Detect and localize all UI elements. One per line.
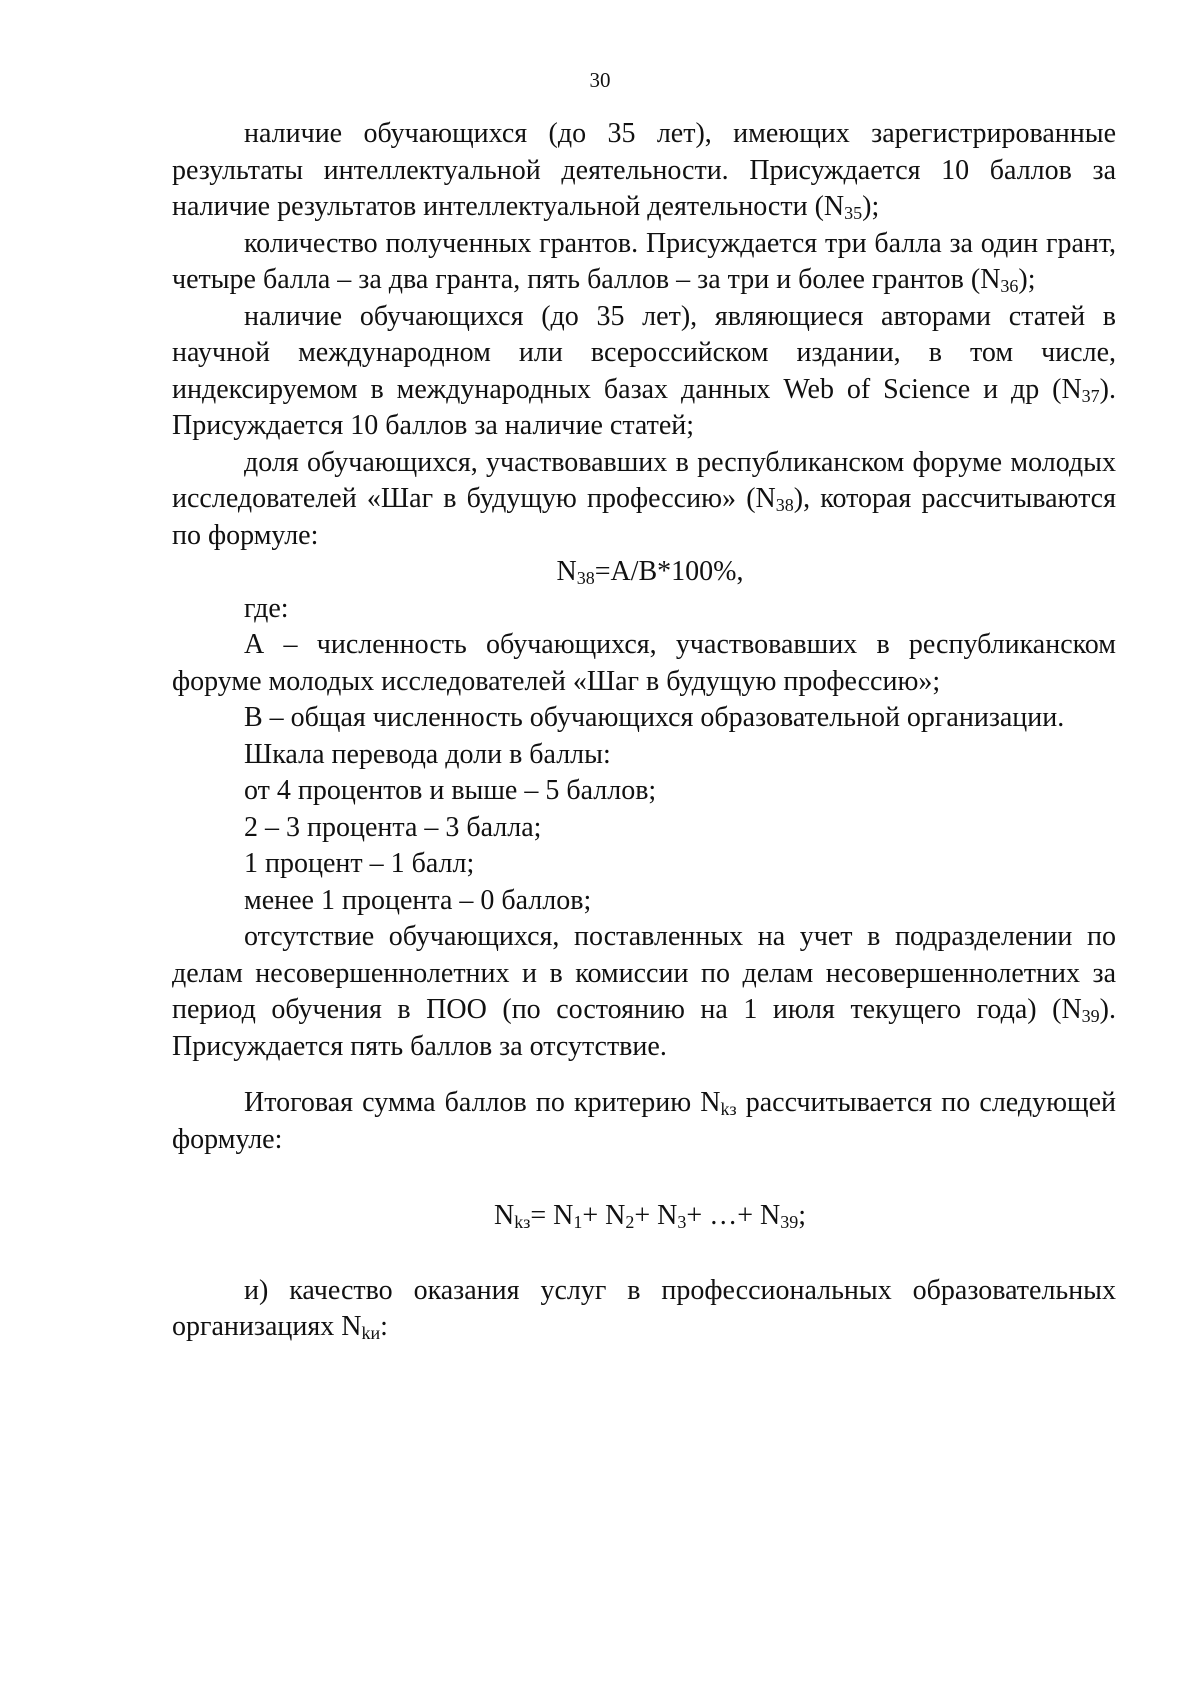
scale-title: Шкала перевода доли в баллы: (244, 738, 611, 770)
scale-item: от 4 процентов и выше – 5 баллов; (244, 775, 657, 806)
definition-a: А – численность обучающихся, участвовавших в республиканском форуме молодых исследователей «Шаг в будущую профессию»; (172, 629, 1116, 697)
scale-item: 1 процент – 1 балл; (244, 848, 475, 879)
paragraph-forum-share: доля обучающихся, участвовавших в республиканском форуме молодых исследователей «Шаг в будущую профессию» $(N_{38})$, которая рассчитываются по формуле: (172, 446, 1116, 551)
paragraph-total-score: Итоговая сумма баллов по критерию $N_{kз}$ рассчитывается по следующей формуле: (172, 1087, 1116, 1155)
formula-n38: $N_{38}=A/B*100\%$, (556, 556, 744, 588)
formula-total: $N_{kз}= N_1+ N_2+ N_3+$ …+ $N_{39}$; (494, 1200, 806, 1232)
page-number: 30 (589, 68, 611, 92)
paragraph-articles: наличие обучающихся (до 35 лет), являющиеся авторами статей в научной международном или всероссийском издании, в том числе, индексируемом в международных базах данных Web of Science и др $(N_{37})$. Присуждается 10 баллов за наличие статей; (172, 300, 1116, 441)
paragraph-intellectual-results: наличие обучающихся (до 35 лет), имеющих зарегистрированные результаты интеллектуальной деятельности. Присуждается 10 баллов за наличие результатов интеллектуальной деятельности $(N_{35})$; (172, 118, 1116, 223)
definition-b: В – общая численность обучающихся образовательной организации. (244, 702, 1065, 733)
paragraph-no-registered-students: отсутствие обучающихся, поставленных на учет в подразделении по делам несовершеннолетних и в комиссии по делам несовершеннолетних за период обучения в ПОО (по состоянию на 1 июля текущего года) $(N_{39})$. Присуждается пять баллов за отсутствие. (172, 921, 1116, 1062)
scale-item: 2 – 3 процента – 3 балла; (244, 811, 542, 843)
paragraph-item-i: и) качество оказания услуг в профессиональных образовательных организациях $N_{kи}$: (172, 1274, 1116, 1343)
document-body (172, 116, 1116, 1346)
paragraph-grants: количество полученных грантов. Присуждается три балла за один грант, четыре балла – за два гранта, пять баллов – за три и более грантов $(N_{36})$; (172, 227, 1116, 296)
scale-item: менее 1 процента – 0 баллов; (244, 884, 592, 916)
where-label: где: (244, 592, 289, 624)
